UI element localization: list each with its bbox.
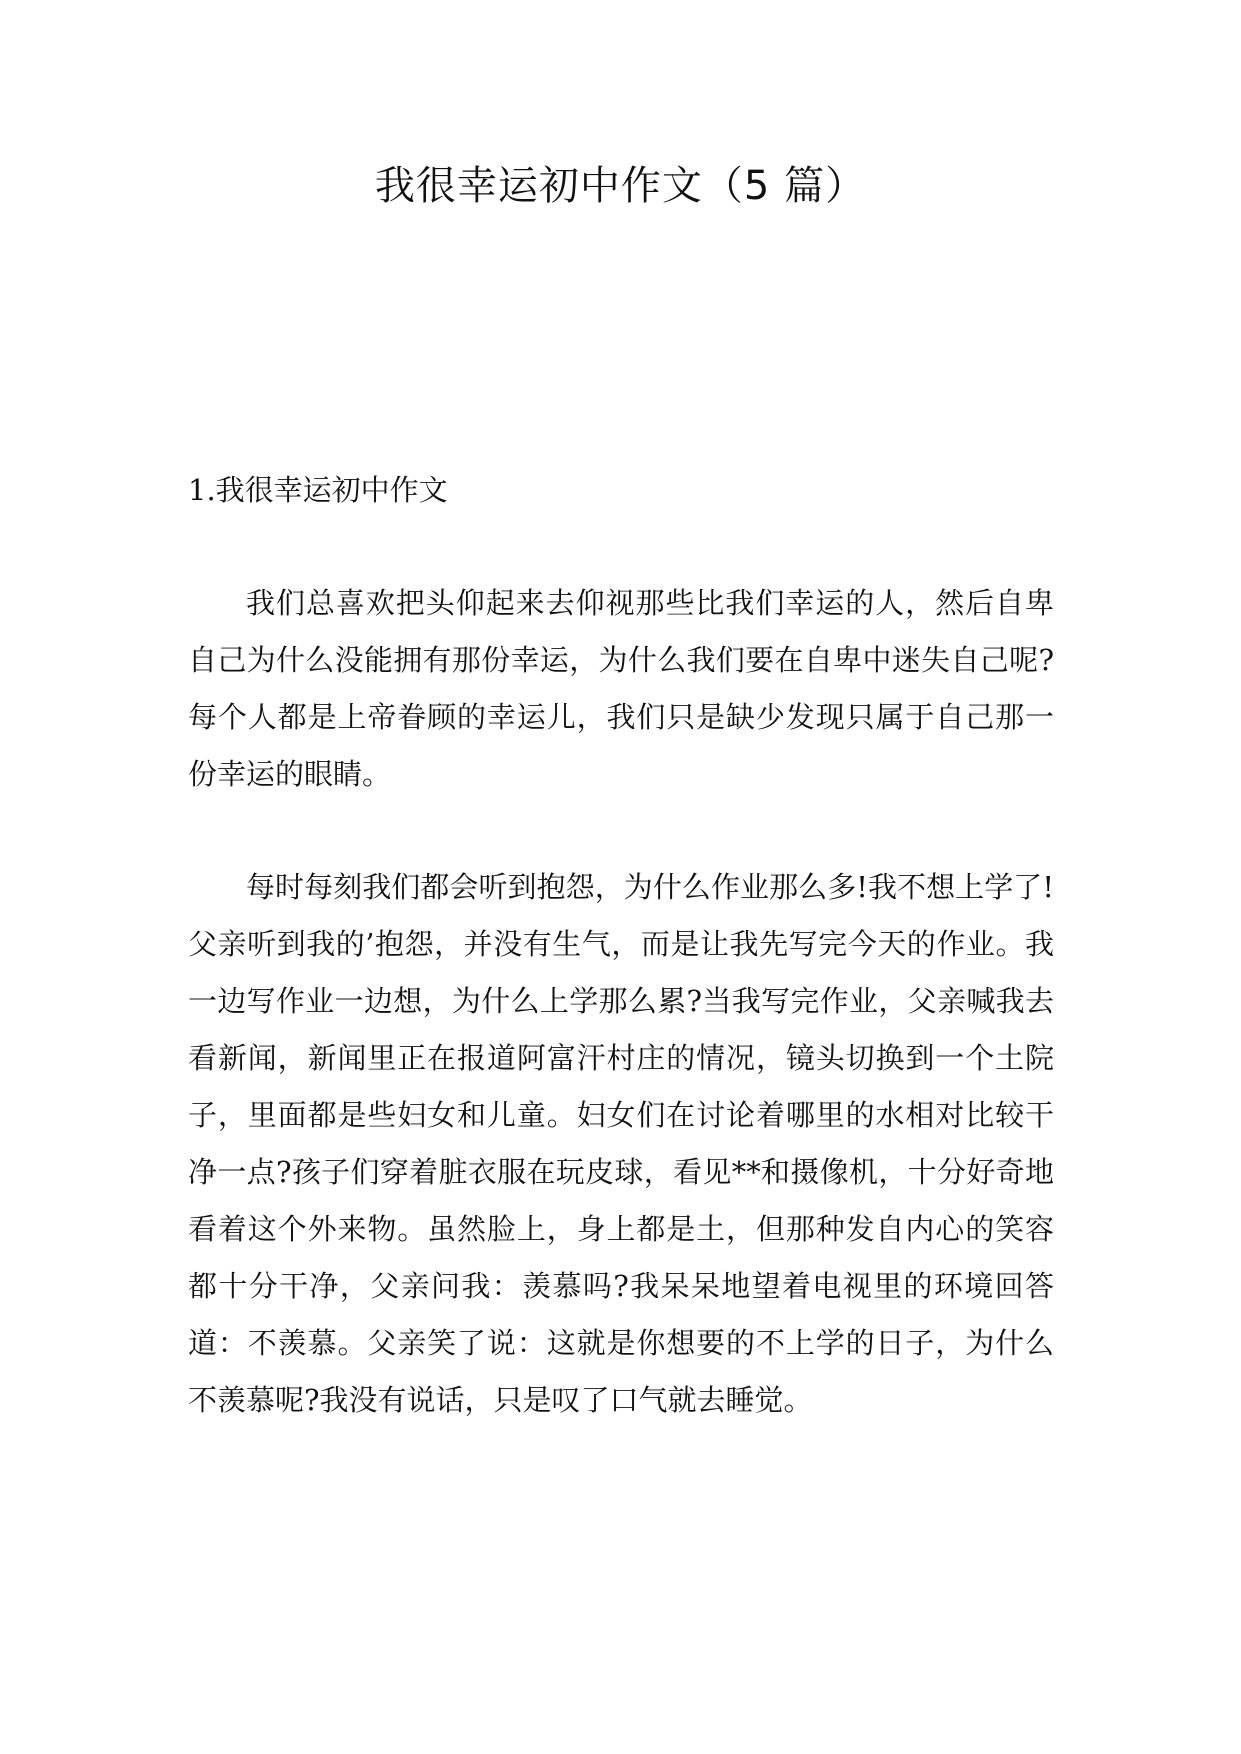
document-title: 我很幸运初中作文（5 篇） (374, 163, 867, 209)
paragraph-1: 我们总喜欢把头仰起来去仰视那些比我们幸运的人，然后自卑自己为什么没能拥有那份幸运，为什么我们要在自卑中迷失自己呢?每个人都是上帝眷顾的幸运儿，我们只是缺少发现只属于自己那一份幸运的眼睛。 (188, 586, 1054, 791)
paragraph-2: 每时每刻我们都会听到抱怨，为什么作业那么多!我不想上学了!父亲听到我的’抱怨，并没有生气，而是让我先写完今天的作业。我一边写作业一边想，为什么上学那么累?当我写完作业，父亲喊我去看新闻，新闻里正在报道阿富汗村庄的情况，镜头切换到一个土院子，里面都是些妇女和儿童。妇女们在讨论着哪里的水相对比较干净一点?孩子们穿着脏衣服在玩皮球，看见**和摄像机，十分好奇地看着这个外来物。虽然脸上，身上都是土，但那种发自内心的笑容都十分干净，父亲问我：羡慕吗?我呆呆地望着电视里的环境回答道：不羡慕。父亲笑了说：这就是你想要的不上学的日子，为什么不羡慕呢?我没有说话，只是叹了口气就去睡觉。 (188, 870, 1054, 1417)
section-heading: 1.我很幸运初中作文 (188, 473, 448, 507)
